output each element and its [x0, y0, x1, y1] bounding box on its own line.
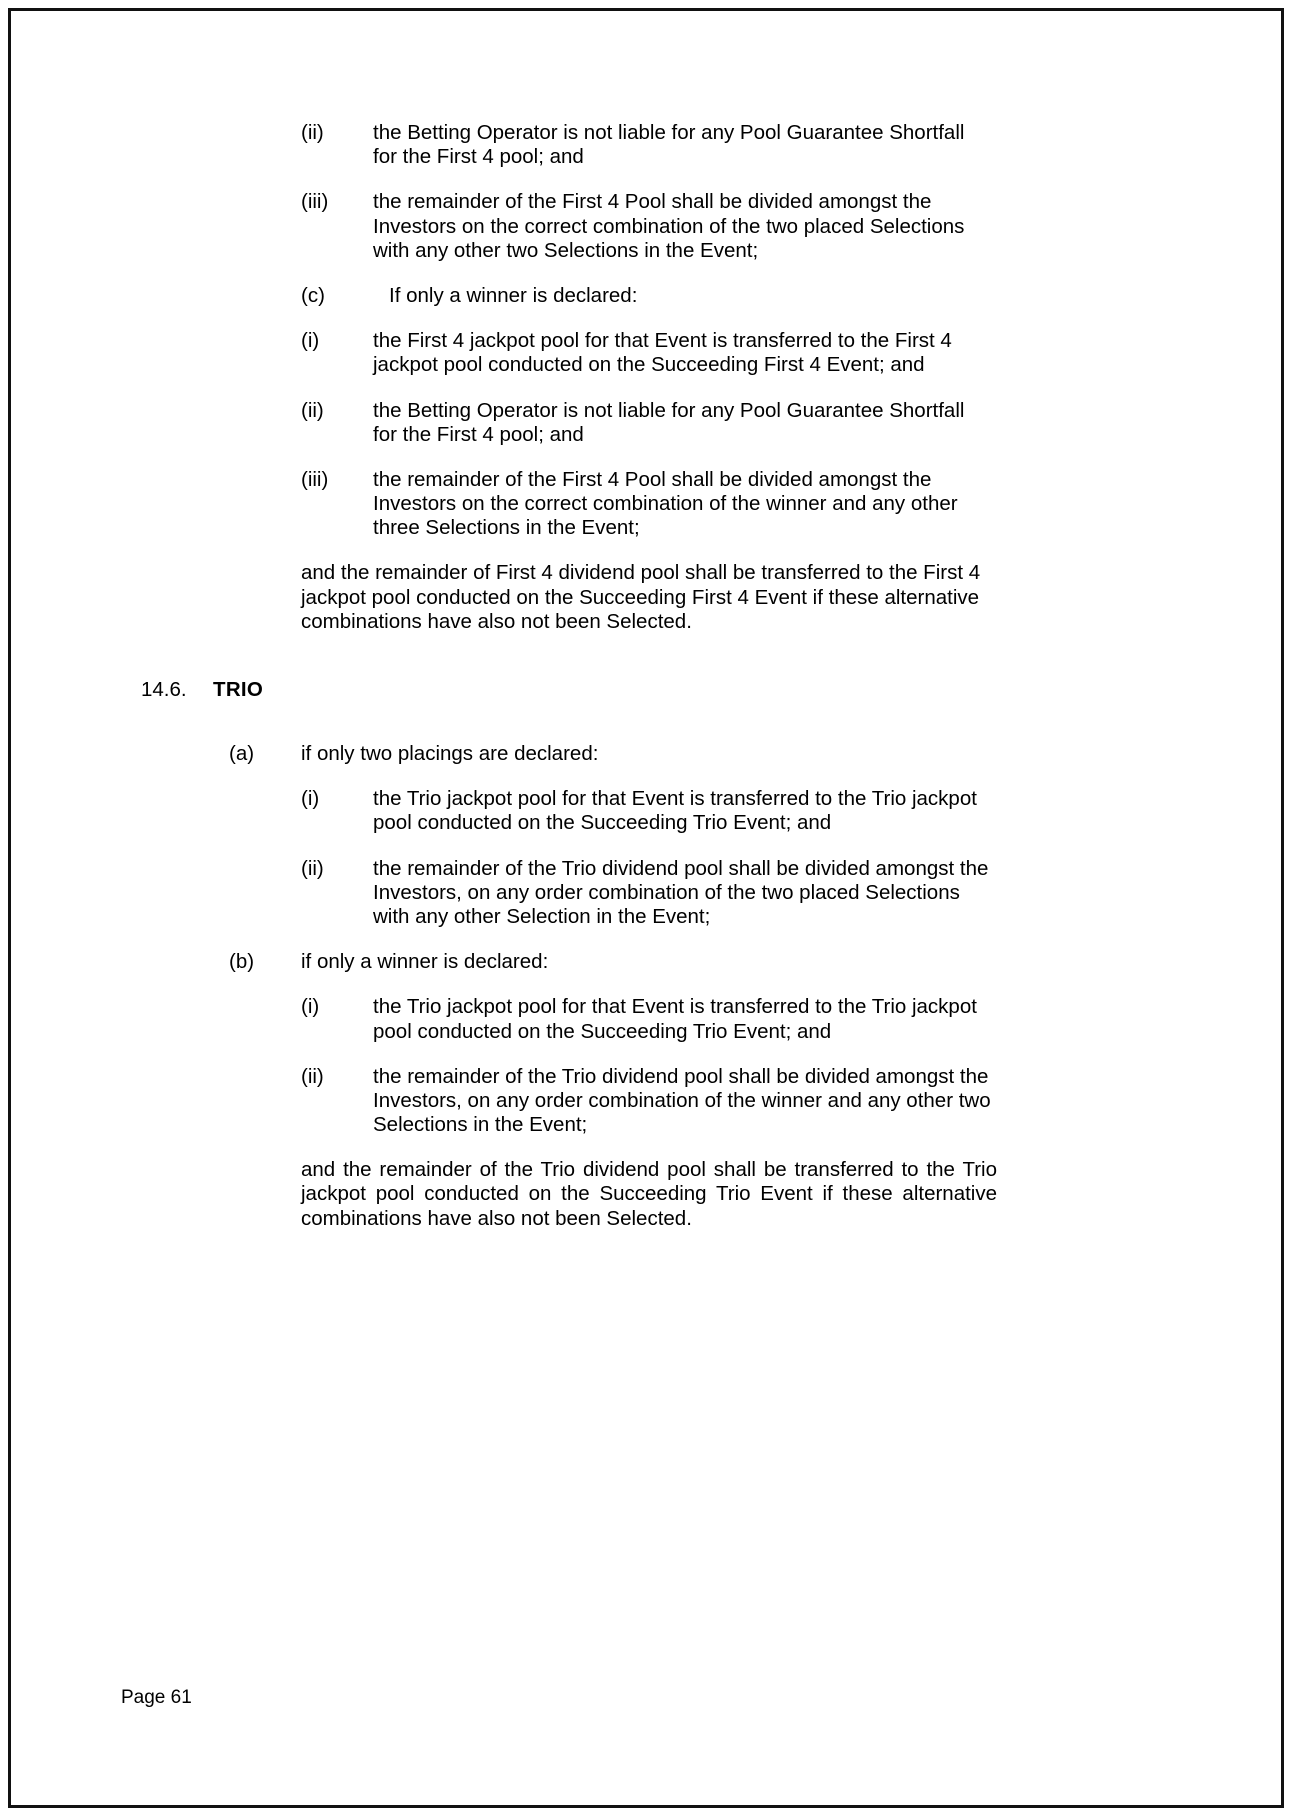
clause-text: the remainder of the First 4 Pool shall be divided amongst the Investors on the correct combination of the winner and any other three Selections in the Event;	[373, 467, 958, 540]
section-title: TRIO	[213, 678, 264, 701]
clause-marker: (a)	[229, 742, 255, 765]
clause-text: If only a winner is declared:	[389, 283, 638, 307]
clause-marker: (c)	[301, 283, 325, 307]
clause-marker: (i)	[301, 329, 320, 353]
clause-item	[121, 742, 1011, 766]
page-surface	[11, 11, 1281, 1805]
clause-text: the Betting Operator is not liable for any Pool Guarantee Shortfall for the First 4 pool; and	[373, 121, 965, 169]
clause-item	[121, 329, 1011, 377]
clause-item	[121, 995, 1011, 1043]
clause-item	[121, 950, 1011, 974]
clause-marker: (ii)	[301, 398, 324, 422]
clause-text: if only a winner is declared:	[301, 950, 549, 974]
clause-text: the Trio jackpot pool for that Event is transferred to the Trio jackpot pool conducted on the Succeeding Trio Event; and	[373, 995, 977, 1043]
clause-item	[121, 121, 1011, 169]
clause-marker: (i)	[301, 995, 320, 1019]
clause-item	[121, 190, 1011, 263]
page-number-label: Page 61	[121, 1687, 192, 1708]
clause-text: the remainder of the First 4 Pool shall be divided amongst the Investors on the correct combination of the two placed Selections with any other two Selections in the Event;	[373, 190, 965, 262]
document-body	[121, 121, 1011, 1252]
clause-marker: (iii)	[301, 467, 329, 491]
clause-list	[121, 121, 1011, 1231]
clause-paragraph: and the remainder of First 4 dividend pool shall be transferred to the First 4 jackpot pool conducted on the Succeeding First 4 Event if these alternative combinations have also not been Selected.	[301, 561, 981, 633]
clause-item	[121, 787, 1011, 835]
clause-text: if only two placings are declared:	[301, 742, 599, 765]
clause-paragraph: and the remainder of the Trio dividend pool shall be transferred to the Trio jackpot pool conducted on the Succeeding Trio Event if these alternative combinations have also not been Selected.	[301, 1158, 997, 1230]
clause-item	[121, 468, 1011, 541]
section-heading	[121, 678, 1011, 702]
section-number: 14.6.	[141, 678, 187, 701]
clause-text: the remainder of the Trio dividend pool shall be divided amongst the Investors, on any order combination of the two placed Selections with any other Selection in the Event;	[373, 856, 989, 928]
clause-text: the remainder of the Trio dividend pool shall be divided amongst the Investors, on any order combination of the winner and any other two Selections in the Event;	[373, 1064, 991, 1137]
clause-text: the Trio jackpot pool for that Event is transferred to the Trio jackpot pool conducted on the Succeeding Trio Event; and	[373, 787, 977, 835]
clause-marker: (ii)	[301, 121, 324, 144]
clause-marker: (iii)	[301, 190, 329, 214]
clause-text: the Betting Operator is not liable for any Pool Guarantee Shortfall for the First 4 pool; and	[373, 398, 965, 446]
clause-item	[121, 857, 1011, 930]
clause-item	[121, 1065, 1011, 1138]
page-footer	[121, 1687, 192, 1709]
clause-marker: (ii)	[301, 856, 324, 880]
clause-text: the First 4 jackpot pool for that Event is transferred to the First 4 jackpot pool conducted on the Succeeding First 4 Event; and	[373, 329, 952, 377]
clause-item	[121, 399, 1011, 447]
clause-marker: (b)	[229, 950, 255, 974]
clause-marker: (ii)	[301, 1064, 324, 1088]
clause-item	[121, 284, 1011, 308]
clause-marker: (i)	[301, 787, 320, 811]
